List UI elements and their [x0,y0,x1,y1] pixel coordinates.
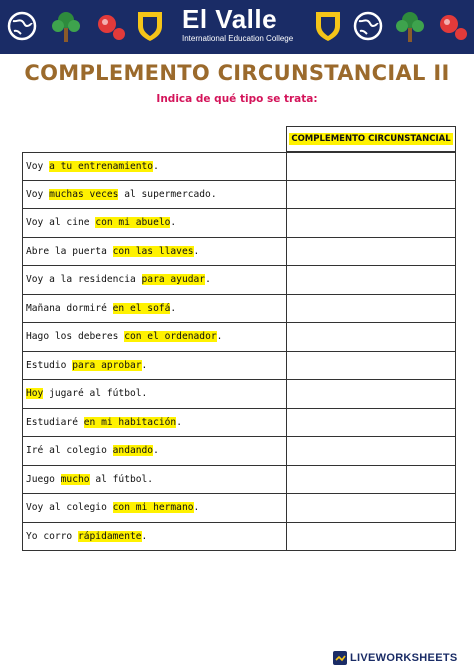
table-row [22,152,456,181]
sentence-text-after: . [170,217,177,229]
answer-field[interactable] [287,352,455,380]
sentence-text-before: Juego [26,473,61,485]
highlighted-complement: en el sofá [112,302,171,314]
sentence-text-before: Voy al colegio [26,502,113,514]
table-row [22,209,456,238]
sentence-cell [23,266,287,294]
sentence-text-before: Hago los deberes [26,331,125,343]
highlighted-complement: andando [112,445,154,457]
sentence-cell [23,323,287,351]
sentence-cell [23,295,287,323]
sentence-text-before: Estudio [26,359,73,371]
highlighted-complement: con mi hermano [112,502,194,514]
tree-icon [48,8,84,44]
shield-icon [310,8,346,44]
table-row [22,409,456,438]
brand-subtitle: International Education College [182,34,294,43]
exercise-table [22,126,456,551]
footer-brand [333,650,473,666]
highlighted-complement: rápidamente [77,530,142,542]
brand-name: El Valle [182,4,278,34]
sentence-text-after: . [205,274,211,286]
answer-field[interactable] [287,494,455,522]
table-row [22,380,456,409]
sentence-text-before: Voy [26,160,50,172]
answer-field[interactable] [287,380,455,408]
table-row [22,523,456,552]
globe-icon [350,8,386,44]
sentence-cell [23,523,287,551]
sentence-cell [23,466,287,494]
sentence-text-before: Mañana dormiré [26,302,113,314]
sentence-text-after: . [193,502,200,514]
footer-brand-text: LIVEWORKSHEETS [350,652,458,664]
sentence-text-before: Voy [26,188,50,200]
answer-field[interactable] [287,266,455,294]
sentence-text-before: Voy al cine [26,217,96,229]
globe-icon [4,8,40,44]
table-row [22,466,456,495]
sentence-cell [23,494,287,522]
answer-field[interactable] [287,238,455,266]
highlighted-complement: para aprobar [72,359,142,371]
liveworksheets-logo-icon [333,651,347,665]
sentence-text-after: . [153,160,159,172]
answer-field[interactable] [287,153,455,180]
highlighted-complement: para ayudar [141,274,206,286]
tree-icon [392,8,428,44]
shield-icon [132,8,168,44]
sentence-cell [23,238,287,266]
answer-field[interactable] [287,181,455,209]
sentence-text-after: . [141,359,148,371]
sentence-cell [23,409,287,437]
sentence-text-after: . [176,416,182,428]
worksheet-instruction: Indica de qué tipo se trata: [156,93,318,105]
sentence-text-after: . [193,245,200,257]
highlighted-complement: con el ordenador [124,331,217,343]
table-row [22,323,456,352]
table-row [22,181,456,210]
highlighted-complement: Hoy [26,388,44,400]
table-row [22,352,456,381]
sentence-text-after: . [170,302,177,314]
highlighted-complement: con mi abuelo [95,217,171,229]
column-header: COMPLEMENTO CIRCUNSTANCIAL [291,134,451,144]
sentence-text-before: Voy a la residencia [26,274,142,286]
answer-field[interactable] [287,409,455,437]
sentence-cell [23,380,287,408]
answer-field[interactable] [287,437,455,465]
exercise-rows [22,152,456,551]
worksheet-title: COMPLEMENTO CIRCUNSTANCIAL II [24,61,450,85]
sentence-text-after: al fútbol. [89,473,154,485]
sentence-text-before: Abre la puerta [26,245,113,257]
table-row [22,437,456,466]
highlighted-complement: muchas veces [49,188,119,200]
sentence-text-after: . [153,445,159,457]
table-row [22,494,456,523]
sentence-text-after: al supermercado. [118,188,217,200]
answer-field[interactable] [287,466,455,494]
sentence-cell [23,181,287,209]
table-header-row [22,126,456,152]
sentence-text-after: . [141,530,148,542]
highlighted-complement: en mi habitación [83,416,177,428]
header-banner [0,0,474,54]
sentence-text-after: jugaré al fútbol. [43,388,148,400]
highlighted-complement: a tu entrenamiento [49,160,154,172]
table-row [22,238,456,267]
table-row [22,295,456,324]
sentence-cell [23,352,287,380]
column-header-cell [286,126,456,152]
ball-icon [92,8,128,44]
answer-field[interactable] [287,209,455,237]
sentence-cell [23,209,287,237]
table-row [22,266,456,295]
highlighted-complement: con las llaves [112,245,194,257]
sentence-text-before: Yo corro [26,530,78,542]
sentence-text-before: Estudiaré [26,416,84,428]
ball-icon [434,8,470,44]
sentence-cell [23,153,287,180]
sentence-text-after: . [216,331,223,343]
answer-field[interactable] [287,323,455,351]
sentence-cell [23,437,287,465]
highlighted-complement: mucho [60,473,90,485]
answer-field[interactable] [287,523,455,551]
sentence-text-before: Iré al colegio [26,445,113,457]
answer-field[interactable] [287,295,455,323]
